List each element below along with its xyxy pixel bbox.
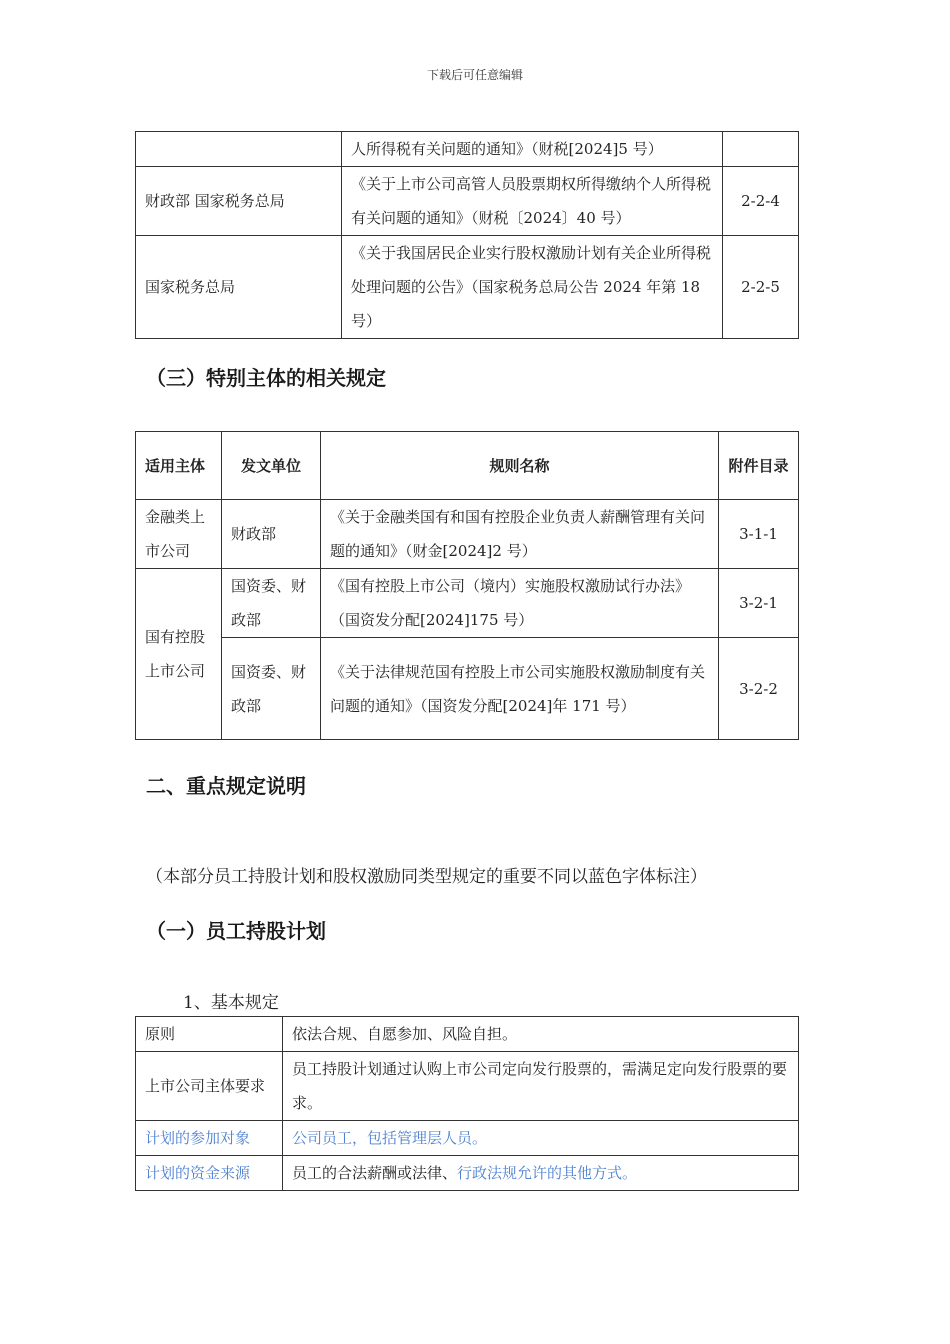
issuer-cell: 财政部 bbox=[222, 500, 321, 569]
rule-value-plain: 员工的合法薪酬或法律、 bbox=[292, 1164, 458, 1182]
special-entities-table bbox=[135, 431, 799, 740]
table-row bbox=[136, 1017, 799, 1052]
rule-value-cell: 公司员工，包括管理层人员。 bbox=[283, 1121, 799, 1156]
note-text: （本部分员工持股计划和股权激励同类型规定的重要不同以蓝色字体标注） bbox=[146, 867, 707, 887]
table-row bbox=[136, 569, 799, 638]
table-row bbox=[136, 638, 799, 740]
issuer-cell: 国资委、财政部 bbox=[222, 638, 321, 740]
attachment-code-cell: 2-2-4 bbox=[723, 167, 799, 236]
table-row bbox=[136, 1052, 799, 1121]
table-row bbox=[136, 167, 799, 236]
table-row bbox=[136, 132, 799, 167]
table-row bbox=[136, 500, 799, 569]
rule-value-cell: 依法合规、自愿参加、风险自担。 bbox=[283, 1017, 799, 1052]
attachment-code-cell bbox=[723, 132, 799, 167]
issuer-cell bbox=[136, 132, 342, 167]
rule-name-cell: 《关于我国居民企业实行股权激励计划有关企业所得税处理问题的公告》（国家税务总局公告 2024 年第 18 号） bbox=[342, 236, 723, 339]
rule-value-highlight: 行政法规允许的其他方式。 bbox=[457, 1164, 638, 1182]
subject-cell: 金融类上市公司 bbox=[136, 500, 222, 569]
header-issuer: 发文单位 bbox=[222, 432, 321, 500]
basic-rules-table bbox=[135, 1016, 799, 1191]
issuer-cell: 国资委、财政部 bbox=[222, 569, 321, 638]
table-row bbox=[136, 1121, 799, 1156]
rule-value-cell bbox=[283, 1156, 799, 1191]
header-subject: 适用主体 bbox=[136, 432, 222, 500]
rule-label-cell: 计划的参加对象 bbox=[136, 1121, 283, 1156]
subheading-basic-rules: 1、基本规定 bbox=[183, 993, 279, 1013]
section-heading-esop: （一）员工持股计划 bbox=[146, 919, 326, 943]
header-rule-name: 规则名称 bbox=[321, 432, 719, 500]
issuer-cell: 国家税务总局 bbox=[136, 236, 342, 339]
rule-label-cell: 计划的资金来源 bbox=[136, 1156, 283, 1191]
attachment-code-cell: 3-2-2 bbox=[719, 638, 799, 740]
table-row bbox=[136, 1156, 799, 1191]
rule-name-cell: 《关于上市公司高管人员股票期权所得缴纳个人所得税有关问题的通知》（财税〔2024〕40 号） bbox=[342, 167, 723, 236]
attachment-code-cell: 3-2-1 bbox=[719, 569, 799, 638]
rule-value-cell: 员工持股计划通过认购上市公司定向发行股票的，需满足定向发行股票的要求。 bbox=[283, 1052, 799, 1121]
regulation-table-continued bbox=[135, 131, 799, 339]
section-heading-special-entities: （三）特别主体的相关规定 bbox=[146, 366, 386, 390]
rule-label-cell: 原则 bbox=[136, 1017, 283, 1052]
rule-label-cell: 上市公司主体要求 bbox=[136, 1052, 283, 1121]
rule-name-cell: 《国有控股上市公司（境内）实施股权激励试行办法》（国资发分配[2024]175 号） bbox=[321, 569, 719, 638]
attachment-code-cell: 2-2-5 bbox=[723, 236, 799, 339]
rule-name-cell: 《关于法律规范国有控股上市公司实施股权激励制度有关问题的通知》（国资发分配[2024]年 171 号） bbox=[321, 638, 719, 740]
rule-name-cell: 人所得税有关问题的通知》（财税[2024]5 号） bbox=[342, 132, 723, 167]
rule-name-cell: 《关于金融类国有和国有控股企业负责人薪酬管理有关问题的通知》（财金[2024]2 号） bbox=[321, 500, 719, 569]
table-row bbox=[136, 236, 799, 339]
subject-cell: 国有控股上市公司 bbox=[136, 569, 222, 740]
page-header: 下载后可任意编辑 bbox=[426, 68, 523, 82]
table-header-row bbox=[136, 432, 799, 500]
header-attachment: 附件目录 bbox=[719, 432, 799, 500]
attachment-code-cell: 3-1-1 bbox=[719, 500, 799, 569]
section-heading-key-provisions: 二、重点规定说明 bbox=[146, 774, 306, 798]
issuer-cell: 财政部 国家税务总局 bbox=[136, 167, 342, 236]
